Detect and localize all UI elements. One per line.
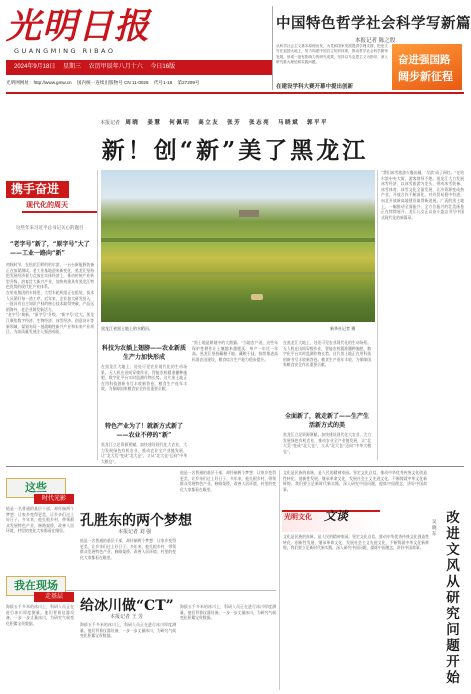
story-column: 海拔五千多米的冰川上，科研人员正在进行冰川厚度测量。他们背着仪器设备，一步一步丈量冰川，为研究气候变化积累宝贵数据。: [6, 604, 74, 626]
story-title[interactable]: 孔胜东的两个梦想: [80, 513, 192, 529]
top-story-subhead[interactable]: 在建设学科大赛开幕中提出创新: [276, 84, 354, 90]
masthead-rule: [6, 92, 464, 94]
column-tag-sub: 时代光影: [34, 494, 74, 504]
feature-section-title[interactable]: “老字号”新了，“原字号”大了——工业一路向“新”: [10, 241, 90, 257]
top-story-author: 本报记者 陈之殷: [355, 38, 396, 44]
section-subhead[interactable]: 特色产业为了！就新方式新了——农业不停的“新”: [104, 423, 183, 439]
byline-author: 张 志 亮: [249, 120, 269, 126]
story-column: 海拔五千多米的冰川上，科研人员正在进行冰川厚度测量。他们背着仪器设备，一步一步丈量冰川，为研究气候变化积累宝贵数据。: [80, 622, 176, 639]
essay-column: 文化是民族的血脉，是人民的精神家园。坚定文化自信，推动中华优秀传统文化创造性转化、创新性发展，继承革命文化，发展社会主义先进文化，不断铸就中华文化新辉煌。我们要立足新时代新实践，深入研究中国问题，提炼中国理念，讲好中国故事。: [283, 534, 429, 551]
masthead-pinyin: GUANGMING RIBAO: [14, 47, 116, 55]
issue-number: 第27209号: [177, 80, 200, 85]
paragraph: 在哈电集团的车间里，大型水轮机组正在组装，技术人员紧盯每一道工序。近年来，企业加大研发投入，一批具有自主知识产权的核心技术取得突破，产品远销海外，老企业焕发新活力。: [6, 289, 94, 312]
story-author: 本报记者 王 芳: [110, 614, 144, 620]
issue-date: 2024年9月18日: [14, 64, 56, 70]
lunar-date: 农历甲辰年八月十六: [88, 64, 143, 70]
feature-kicker-sub: 现代化的周天: [22, 199, 98, 213]
story-author: 本报记者 刘 强: [118, 529, 152, 535]
essay-title[interactable]: 改进文风从研究问题开始: [446, 510, 460, 686]
column-divider: [279, 470, 280, 690]
campaign-banner: [392, 44, 462, 90]
essay-section-tag: 光明文化: [284, 512, 312, 521]
harvester-icon: [251, 294, 263, 300]
top-story-title[interactable]: 中国特色哲学社会科学写新篇: [276, 15, 471, 32]
story-column: 他是一名普通的基层干部，却怀揣两个梦想：让家乡变得更美，让乡亲们过上好日子。多年来，他扎根乡村，带领群众发展特色产业，修路架桥，改善人居环境，村里的变化大家都看在眼里。: [180, 470, 276, 492]
code: 代号1-16: [153, 80, 173, 85]
byline-author: 周 晓: [125, 120, 138, 126]
column-divider: [377, 170, 378, 460]
farm-building: [239, 210, 259, 217]
feature-column: [6, 262, 94, 458]
article-column: “黑土地是耕地中的大熊猫。”当地农户说，这些年保护性耕作让土壤越来越肥沃，单产一年比一年高。黑龙江坚持藏粮于地、藏粮于技，持续推进高标准农田建设，粮食综合生产能力稳步提升。: [192, 340, 278, 362]
section-subhead[interactable]: 科技为农插上翅膀——农业新质生产力加快形成: [101, 345, 186, 361]
rice-field-photo[interactable]: [101, 170, 375, 322]
weekday: 星期三: [63, 64, 82, 70]
story-title[interactable]: 给冰川做“CT”: [80, 598, 174, 614]
column-tag: 我在现场: [6, 576, 66, 596]
column-tag-sub: 走基层: [34, 592, 74, 602]
essay-column-name: 文谈: [324, 509, 349, 523]
field-row: [101, 272, 375, 275]
article-column: 在黑龙江大地上，处处可见农业现代化的生动场景。无人机在田间穿梭作业，智能农机精准播种施肥，数字化平台实时监测作物长势。这片黑土地正在用科技创新书写丰收新答卷。粮食生产连年丰收，为保障国家粮食安全作出重要贡献。: [101, 364, 187, 392]
story-column: 他是一名普通的基层干部，却怀揣两个梦想：让家乡变得更美，让乡亲们过上好日子。多年来，他扎根乡村，带领群众发展特色产业，修路架桥，改善人居环境，村里的变化大家都看在眼里。: [80, 538, 176, 560]
byline-author: 何 佩 明: [169, 120, 189, 126]
feature-kicker: 携手奋进: [6, 181, 69, 198]
website: 光明网网址：http://www.gmw.cn: [6, 80, 72, 85]
cn-number: 国内统一连续出版物号 CN 11-0026: [76, 80, 149, 85]
byline-author: 马 晓 斌: [278, 120, 298, 126]
banner-line-1: 奋进强国路: [398, 54, 451, 66]
banner-line-2: 阔步新征程: [398, 70, 453, 83]
article-column: 在黑龙江大地上，处处可见农业现代化的生动场景。无人机在田间穿梭作业，智能农机精准播种施肥，数字化平台实时监测作物长势。这片黑土地正在用科技创新书写丰收新答卷。粮食生产连年丰收，为保障国家粮食安全作出重要贡献。: [283, 340, 371, 368]
photo-caption: 黑龙江省黑土地上的水稻田。: [101, 326, 153, 331]
page-count: 今日16版: [150, 64, 176, 70]
publication-info: [6, 80, 272, 86]
section-subhead[interactable]: 全面新了，就走新了——生产生活新方式的美: [284, 413, 369, 429]
masthead-title: 光明日报: [6, 6, 151, 47]
byline-author: 姜 慧: [147, 120, 160, 126]
main-headline[interactable]: 新！创“新”美了黑龙江: [101, 137, 369, 164]
section-rule: [6, 466, 464, 467]
paragraph: 初秋时节，在松花江畔的哈尔滨，一台台新能源装备正在加紧测试。老工业基地迎来新变化，黑龙江坚持把发展经济着力点放在实体经济上，推动传统产业转型升级，培育壮大新兴产业，加快构建具有黑龙江特色优势的现代化产业体系。: [6, 262, 94, 290]
column-divider: [97, 170, 98, 460]
byline-prefix: 本报记者: [100, 120, 121, 126]
essay-column: 文化是民族的血脉，是人民的精神家园。坚定文化自信，推动中华优秀传统文化创造性转化、创新性发展，继承革命文化，发展社会主义先进文化，不断铸就中华文化新辉煌。我们要立足新时代新实践，深入研究中国问题，提炼中国理念，讲好中国故事。: [283, 470, 427, 492]
feature-intro: 这些年来习近平总书记关心的题目: [16, 226, 84, 231]
paragraph: “老字号”焕新，“原字号”升级，“新字号”壮大。黑龙江聚焦数字经济、生物经济、冰雪经济、创意设计等新领域，谋划布局一批战略性新兴产业和未来产业项目，为高质量发展注入强劲动能。: [6, 312, 94, 335]
top-story-body: 从科学社会主义基本原理出发，为党和国家发展提供学理支撑，把论文写在祖国大地上，努力构建中国自主知识体系，推动哲学社会科学繁荣发展，形成一批有影响力的研究成果，坚持以马克思主义为指导，深入研究重大理论和实践问题。: [276, 44, 388, 64]
byline-author: 郭 平 平: [306, 120, 327, 126]
byline-author: 张 芳: [227, 120, 240, 126]
column-tag: 这些: [6, 478, 66, 498]
essay-author: 吴晓东: [432, 520, 437, 537]
byline-author: 高 立 友: [198, 120, 218, 126]
date-line: [6, 60, 272, 75]
field-row: [101, 238, 375, 242]
story-column: 他是一名普通的基层干部，却怀揣两个梦想：让家乡变得更美，让乡亲们过上好日子。多年来，他扎根乡村，带领群众发展特色产业，修路架桥，改善人居环境，村里的变化大家都看在眼里。: [6, 506, 74, 534]
article-column: 黑龙江立足资源禀赋，加快建设现代化大农业，大力发展绿色有机农业，推动农业全产业链发展，让“北大荒”变成“北大仓”，又从“北大仓”迈向“中华大粮仓”。: [283, 432, 371, 454]
photo-credit: 新华社记者 摄: [330, 326, 356, 331]
headline-byline: [100, 118, 400, 126]
right-column: “我们冰雪旅游火爆出圈，‘尔滨’成了网红。”在哈尔滨中央大街，游客络绎不绝。黑龙江大力发展冰雪经济，以冰雪旅游为龙头，带动冰雪装备、冰雪体育、冰雪文化全面发展，让冷资源变成热产业。开放合作不断深化，对外贸易稳中有进，向北开放新高地建设取得新进展。广袤的黑土地上，一幅推动全面振兴、全方位振兴的壮美画卷正在徐徐展开，龙江儿女正以奋斗姿态书写中国式现代化的新篇章。: [381, 170, 464, 220]
story-column: 海拔五千多米的冰川上，科研人员正在进行冰川厚度测量。他们背着仪器设备，一步一步丈量冰川，为研究气候变化积累宝贵数据。: [180, 604, 276, 621]
article-column: 黑龙江立足资源禀赋，加快建设现代化大农业，大力发展绿色有机农业，推动农业全产业链发展，让“北大荒”变成“北大仓”，又从“北大仓”迈向“中华大粮仓”。: [101, 442, 187, 464]
header-divider: [272, 6, 273, 90]
